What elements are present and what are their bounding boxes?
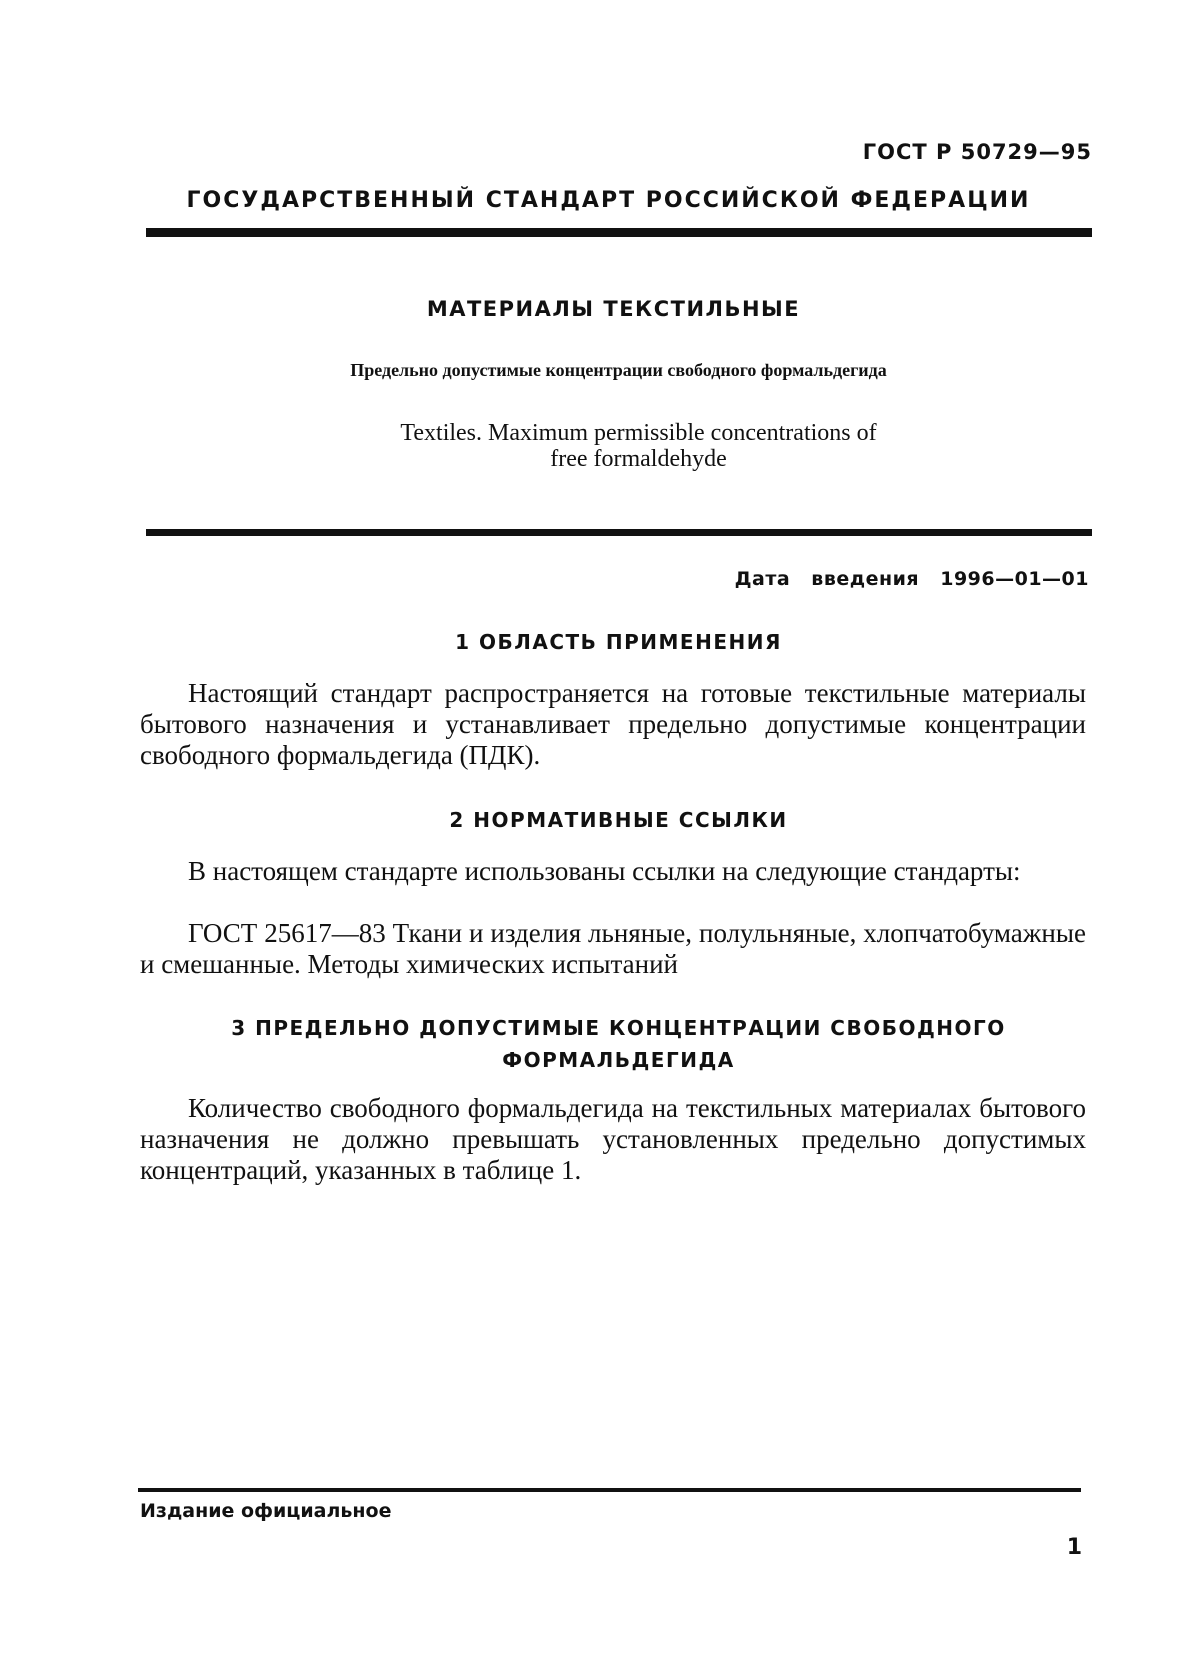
subtitle-english: [0, 420, 1187, 472]
document-title: МАТЕРИАЛЫ ТЕКСТИЛЬНЫЕ: [426, 297, 801, 321]
section-3-text: [140, 1093, 1086, 1186]
subtitle-english-line-2: free formaldehyde: [550, 446, 727, 472]
section-2-text: [140, 856, 1086, 887]
official-edition-label: Издание официальное: [140, 1500, 392, 1522]
document-code: ГОСТ Р 50729—95: [862, 140, 1092, 164]
section-3-heading-line-1: 3 ПРЕДЕЛЬНО ДОПУСТИМЫЕ КОНЦЕНТРАЦИИ СВОБОДНОГО: [231, 1016, 1006, 1040]
section-3-heading: [0, 1012, 1187, 1076]
state-standard-title: ГОСУДАРСТВЕННЫЙ СТАНДАРТ РОССИЙСКОЙ ФЕДЕРАЦИИ: [186, 188, 1031, 213]
normative-reference-text: ГОСТ 25617—83 Ткани и изделия льняные, полульняные, хлопчатобумажные и смешанные. Методы химических испытаний: [140, 918, 1086, 979]
normative-reference: [140, 918, 1086, 980]
section-3-heading-line-2: ФОРМАЛЬДЕГИДА: [502, 1048, 735, 1072]
section-1-text: [140, 678, 1086, 771]
subtitle-english-line-1: Textiles. Maximum permissible concentrations of: [400, 420, 877, 446]
section-1-body: Настоящий стандарт распространяется на готовые текстильные материалы бытового назначения и устанавливает предельно допустимые концентрации свободного формальдегида (ПДК).: [140, 678, 1086, 770]
subtitle-russian: Предельно допустимые концентрации свободного формальдегида: [350, 360, 887, 380]
introduction-date-value: 1996—01—01: [940, 568, 1089, 590]
top-divider: [146, 228, 1092, 237]
introduction-date: [735, 568, 1089, 590]
title-divider: [146, 529, 1092, 536]
introduction-date-label: Дата введения: [734, 568, 920, 590]
section-2-heading: 2 НОРМАТИВНЫЕ ССЫЛКИ: [449, 808, 788, 832]
page-number: 1: [1066, 1535, 1082, 1560]
section-3-body: Количество свободного формальдегида на текстильных материалах бытового назначения не должно превышать установленных предельно допустимых концентраций, указанных в таблице 1.: [140, 1093, 1086, 1185]
footer-divider: [138, 1488, 1081, 1492]
section-2-body: В настоящем стандарте использованы ссылки на следующие стандарты:: [188, 856, 1021, 886]
section-1-heading: 1 ОБЛАСТЬ ПРИМЕНЕНИЯ: [455, 630, 782, 654]
